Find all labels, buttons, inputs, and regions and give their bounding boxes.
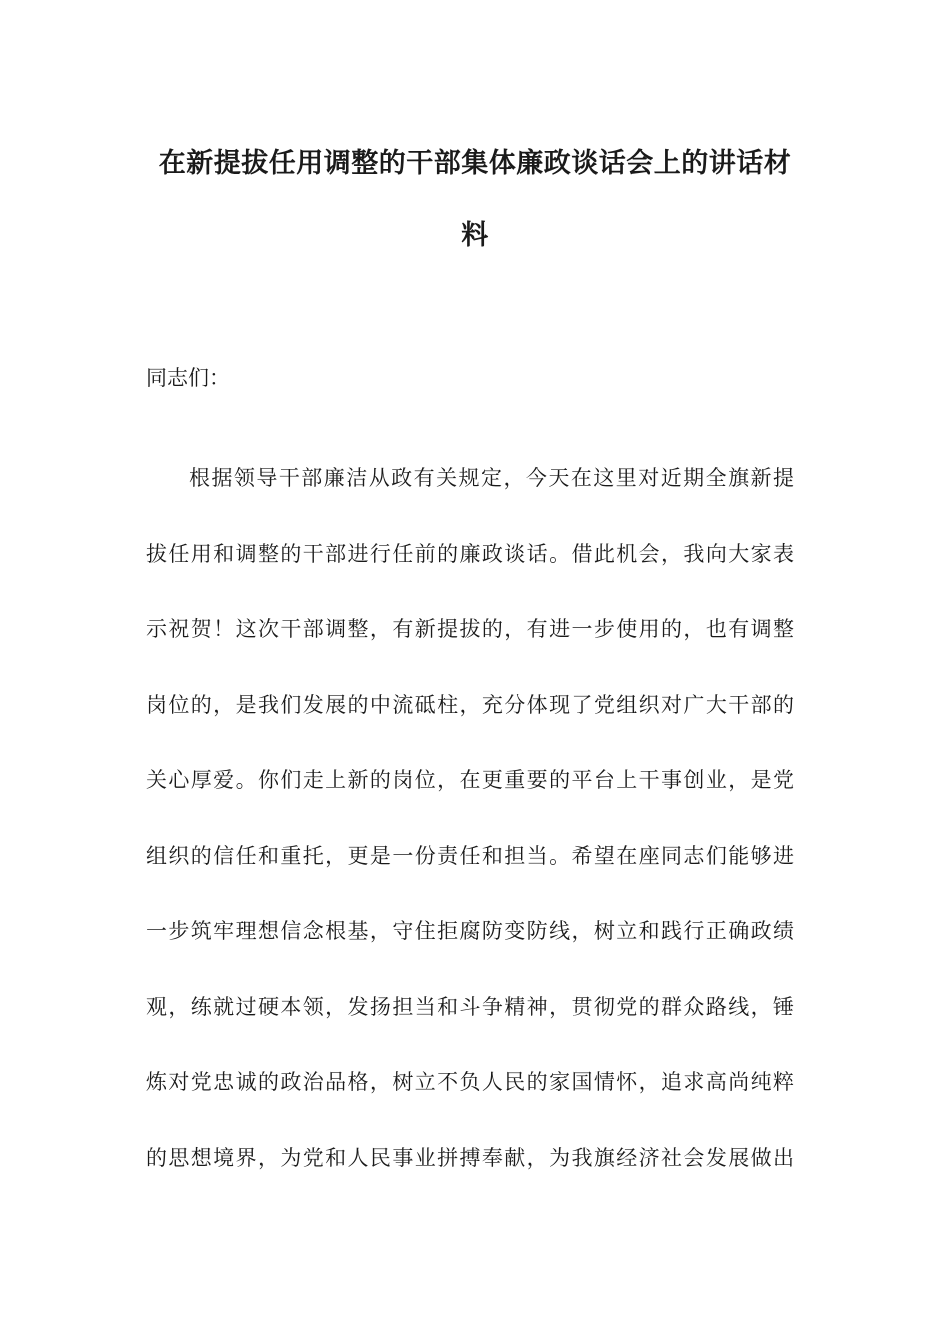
paragraph-line: 的思想境界，为党和人民事业拼搏奉献，为我旗经济社会发展做出	[146, 1145, 794, 1170]
paragraph-line: 观，练就过硬本领，发扬担当和斗争精神，贯彻党的群众路线，锤	[146, 994, 794, 1019]
paragraph-line: 示祝贺！这次干部调整，有新提拔的，有进一步使用的，也有调整	[146, 617, 794, 641]
paragraph-line: 岗位的，是我们发展的中流砥柱，充分体现了党组织对广大干部的	[146, 692, 794, 717]
body-paragraph	[146, 441, 794, 1196]
paragraph-line: 组织的信任和重托，更是一份责任和担当。希望在座同志们能够进	[146, 843, 794, 868]
paragraph-line: 拔任用和调整的干部进行任前的廉政谈话。借此机会，我向大家表	[146, 541, 794, 566]
paragraph-line: 关心厚爱。你们走上新的岗位，在更重要的平台上干事创业，是党	[146, 768, 794, 792]
paragraph-line: 一步筑牢理想信念根基，守住拒腐防变防线，树立和践行正确政绩	[146, 919, 794, 943]
document-title-line: 在新提拔任用调整的干部集体廉政谈话会上的讲话材	[158, 148, 792, 179]
salutation: 同志们：	[146, 366, 230, 390]
paragraph-line: 炼对党忠诚的政治品格，树立不负人民的家国情怀，追求高尚纯粹	[146, 1070, 794, 1094]
document-title-line: 料	[461, 220, 489, 251]
document-title	[140, 128, 810, 272]
paragraph-line: 根据领导干部廉洁从政有关规定，今天在这里对近期全旗新提	[189, 466, 794, 490]
